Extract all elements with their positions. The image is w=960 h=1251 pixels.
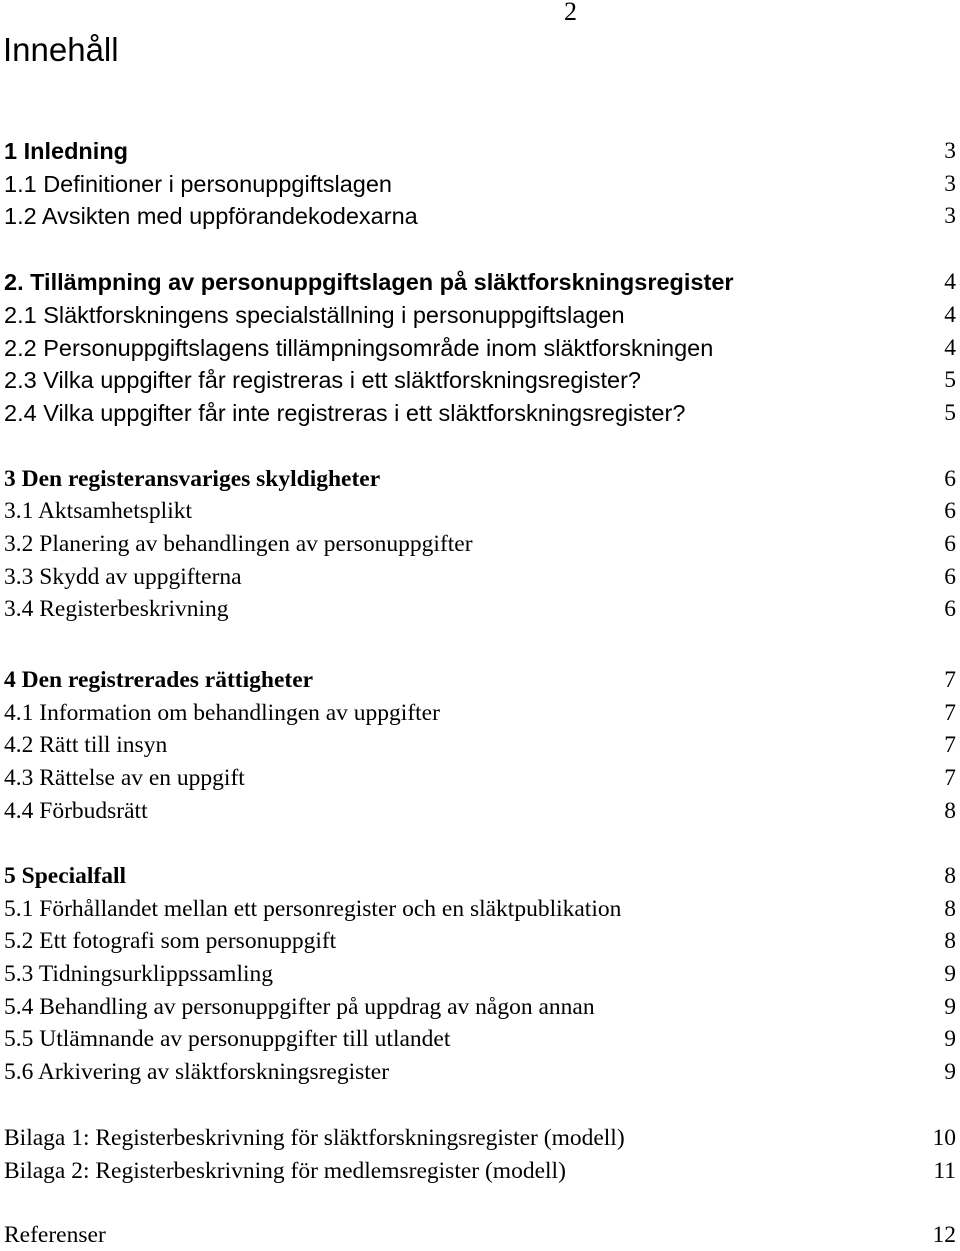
toc-entry-title: Referenser — [4, 1222, 106, 1248]
toc-entry[interactable] — [4, 893, 956, 925]
toc-entry-page: 4 — [944, 335, 956, 361]
toc-entry-page: 8 — [944, 928, 956, 954]
toc-entry-title: 4.1 Information om behandlingen av uppgifter — [4, 700, 440, 726]
toc-entry-title: 2.2 Personuppgiftslagens tillämpningsområde inom släktforskningen — [4, 335, 714, 361]
toc-section-3[interactable] — [4, 463, 956, 495]
toc-entry-title: 3 Den registeransvariges skyldigheter — [4, 466, 381, 492]
toc-entry-title: 5.3 Tidningsurklippssamling — [4, 961, 273, 987]
toc-appendix-1[interactable] — [4, 1122, 956, 1154]
toc-entry-page: 11 — [933, 1158, 956, 1184]
toc-entry[interactable] — [4, 332, 956, 364]
toc-entry-page: 6 — [944, 466, 956, 492]
toc-entry-page: 6 — [944, 596, 956, 622]
toc-entry-title: 4.4 Förbudsrätt — [4, 798, 148, 824]
toc-entry-page: 10 — [932, 1125, 956, 1151]
toc-entry[interactable] — [4, 697, 956, 729]
toc-entry-title: 4.3 Rättelse av en uppgift — [4, 765, 245, 791]
toc-entry[interactable] — [4, 528, 956, 560]
toc-entry-page: 3 — [944, 138, 956, 164]
toc-appendix-2[interactable] — [4, 1155, 956, 1187]
toc-entry-title: 2.1 Släktforskningens specialställning i personuppgiftslagen — [4, 302, 625, 328]
toc-entry-title: 4 Den registrerades rättigheter — [4, 667, 314, 693]
toc-entry-title: 4.2 Rätt till insyn — [4, 732, 168, 758]
toc-entry[interactable] — [4, 168, 956, 200]
toc-references[interactable] — [4, 1219, 956, 1251]
toc-entry-title: 1.2 Avsikten med uppförandekodexarna — [4, 203, 418, 229]
toc-entry-page: 7 — [944, 765, 956, 791]
toc-entry-page: 9 — [944, 994, 956, 1020]
toc-entry-title: Bilaga 1: Registerbeskrivning för släktforskningsregister (modell) — [4, 1125, 625, 1151]
toc-entry-title: 3.4 Registerbeskrivning — [4, 596, 229, 622]
toc-entry-page: 6 — [944, 564, 956, 590]
toc-entry[interactable] — [4, 397, 956, 429]
toc-section-1[interactable] — [4, 135, 956, 167]
toc-entry-page: 4 — [944, 269, 956, 295]
toc-entry[interactable] — [4, 991, 956, 1023]
toc-section-4[interactable] — [4, 664, 956, 696]
toc-entry[interactable] — [4, 1023, 956, 1055]
toc-section-5[interactable] — [4, 860, 956, 892]
toc-entry[interactable] — [4, 958, 956, 990]
toc-entry-page: 6 — [944, 498, 956, 524]
toc-entry[interactable] — [4, 495, 956, 527]
toc-entry-title: 3.1 Aktsamhetsplikt — [4, 498, 192, 524]
toc-entry-page: 9 — [944, 1059, 956, 1085]
toc-entry-title: 2.4 Vilka uppgifter får inte registreras i ett släktforskningsregister? — [4, 400, 686, 426]
toc-entry[interactable] — [4, 299, 956, 331]
toc-entry-page: 12 — [932, 1222, 956, 1248]
toc-entry-page: 6 — [944, 531, 956, 557]
toc-entry[interactable] — [4, 1056, 956, 1088]
table-of-contents — [4, 0, 956, 1247]
toc-entry[interactable] — [4, 561, 956, 593]
toc-entry-title: 5.2 Ett fotografi som personuppgift — [4, 928, 337, 954]
toc-entry[interactable] — [4, 200, 956, 232]
toc-entry[interactable] — [4, 364, 956, 396]
toc-entry-page: 3 — [944, 203, 956, 229]
toc-entry[interactable] — [4, 593, 956, 625]
toc-entry-title: 5.4 Behandling av personuppgifter på uppdrag av någon annan — [4, 994, 595, 1020]
toc-entry[interactable] — [4, 795, 956, 827]
toc-entry-page: 4 — [944, 302, 956, 328]
toc-entry-page: 8 — [944, 863, 956, 889]
toc-entry-title: 5.6 Arkivering av släktforskningsregister — [4, 1059, 390, 1085]
toc-entry-page: 7 — [944, 700, 956, 726]
page-title: Innehåll — [3, 31, 119, 68]
toc-entry-title: 2.3 Vilka uppgifter får registreras i ett släktforskningsregister? — [4, 367, 641, 393]
toc-entry-title: Bilaga 2: Registerbeskrivning för medlemsregister (modell) — [4, 1158, 566, 1184]
toc-entry-page: 7 — [944, 667, 956, 693]
toc-entry-title: 2. Tillämpning av personuppgiftslagen på släktforskningsregister — [4, 269, 734, 295]
toc-entry-page: 5 — [944, 400, 956, 426]
toc-entry[interactable] — [4, 925, 956, 957]
toc-section-2[interactable] — [4, 266, 956, 298]
toc-entry-page: 8 — [944, 798, 956, 824]
toc-entry[interactable] — [4, 729, 956, 761]
toc-entry-title: 3.3 Skydd av uppgifterna — [4, 564, 242, 590]
toc-entry-page: 8 — [944, 896, 956, 922]
toc-entry-title: 1.1 Definitioner i personuppgiftslagen — [4, 171, 393, 197]
toc-entry-title: 5 Specialfall — [4, 863, 127, 889]
toc-entry[interactable] — [4, 762, 956, 794]
toc-entry-page: 9 — [944, 961, 956, 987]
toc-entry-page: 7 — [944, 732, 956, 758]
toc-entry-title: 5.5 Utlämnande av personuppgifter till utlandet — [4, 1026, 451, 1052]
toc-entry-title: 3.2 Planering av behandlingen av personuppgifter — [4, 531, 473, 557]
toc-entry-title: 5.1 Förhållandet mellan ett personregister och en släktpublikation — [4, 896, 622, 922]
toc-entry-title: 1 Inledning — [4, 138, 129, 164]
page-number: 2 — [564, 0, 577, 26]
toc-entry-page: 5 — [944, 367, 956, 393]
toc-entry-page: 3 — [944, 171, 956, 197]
toc-entry-page: 9 — [944, 1026, 956, 1052]
